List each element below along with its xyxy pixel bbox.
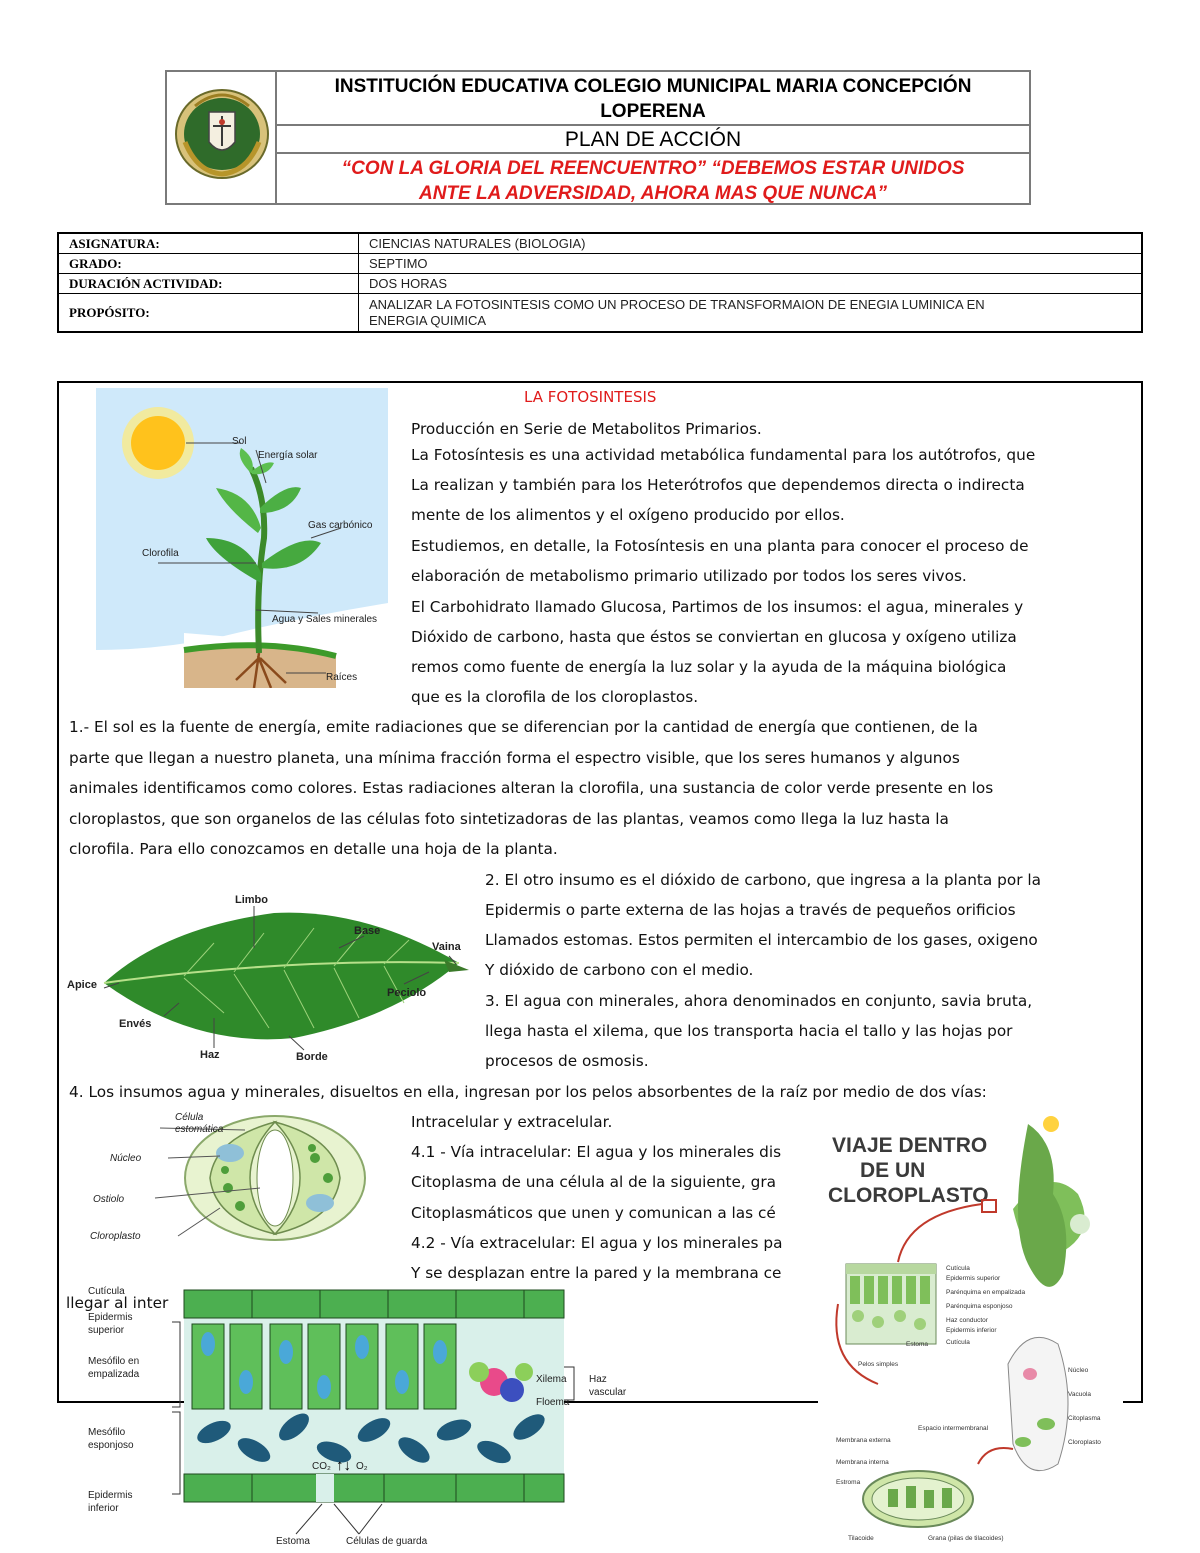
school-logo-cell — [167, 72, 277, 205]
plan-title: PLAN DE ACCIÓN — [277, 126, 1029, 154]
infographic-label-lower-epidermis: Epidermis inferior — [946, 1327, 997, 1334]
section-label-o2: O₂ — [356, 1461, 368, 1472]
section-label-stoma: Estoma — [276, 1536, 310, 1547]
p2-line: llega hasta el xilema, que los transporta hacia el tallo y las hojas por — [485, 1022, 1013, 1040]
infographic-label-upper-epidermis: Epidermis superior — [946, 1275, 1001, 1282]
info-value: SEPTIMO — [369, 255, 428, 271]
plant-label-energy: Energía solar — [258, 450, 318, 461]
section-label-palisade: Mesófilo en — [88, 1356, 140, 1367]
motto-line1: “CON LA GLORIA DEL REENCUENTRO” “DEBEMOS ESTAR UNIDOS — [341, 158, 965, 179]
section-label-xylem: Xilema — [536, 1374, 567, 1385]
infographic-label-thylakoid: Tilacoide — [848, 1535, 874, 1542]
intro-line: remos como fuente de energía la luz solar y la ayuda de la máquina biológica — [411, 658, 1007, 676]
gas-exchange-arrows-icon: ↑↓ — [336, 1457, 351, 1474]
stoma-label-cell1: Célula — [175, 1112, 204, 1123]
intro-line: Producción en Serie de Metabolitos Primarios. — [411, 420, 762, 438]
leaf-label-sheath: Vaina — [432, 941, 461, 953]
infographic-label-inner-membrane: Membrana interna — [836, 1459, 889, 1466]
infographic-label-vacuole: Vacuola — [1068, 1391, 1092, 1398]
stoma-label-cell2: estomática — [175, 1124, 224, 1135]
section-label-palisade2: empalizada — [88, 1369, 140, 1380]
leaf-label-petiole: Peciolo — [387, 987, 427, 999]
p2-line: Epidermis o parte externa de las hojas a través de pequeños orificios — [485, 901, 1016, 919]
stoma-label-nucleus: Núcleo — [110, 1153, 142, 1164]
section-label-phloem: Floema — [536, 1397, 570, 1408]
infographic-label-palisade: Parénquima en empalizada — [946, 1289, 1026, 1296]
p4-cont-line: Citoplasma de una célula al de la siguiente, gra — [411, 1173, 777, 1191]
section-label-cuticle: Cutícula — [88, 1286, 125, 1297]
info-value — [359, 294, 1141, 331]
plant-diagram — [96, 388, 388, 688]
info-row-grade — [59, 254, 1141, 274]
info-table — [57, 232, 1143, 333]
intro-line: elaboración de metabolismo primario utilizado por todos los seres vivos. — [411, 567, 967, 585]
info-key: DURACIÓN ACTIVIDAD: — [59, 274, 359, 293]
p2-line: procesos de osmosis. — [485, 1052, 649, 1070]
info-row-duration — [59, 274, 1141, 294]
p2-line: 3. El agua con minerales, ahora denominados en conjunto, savia bruta, — [485, 992, 1033, 1010]
intro-line: La Fotosíntesis es una actividad metabólica fundamental para los autótrofos, que — [411, 446, 1036, 464]
plant-label-co2: Gas carbónico — [308, 520, 373, 531]
p4-cont-line: Citoplasmáticos que unen y comunican a las cé — [411, 1204, 776, 1222]
intro-line: Dióxido de carbono, hasta que éstos se conviertan en glucosa y oxígeno utiliza — [411, 628, 1017, 646]
info-value: CIENCIAS NATURALES (BIOLOGIA) — [369, 235, 586, 251]
p4-line: 4. Los insumos agua y minerales, disueltos en ella, ingresan por los pelos absorbentes de la raíz por medio de dos vías: — [69, 1083, 987, 1101]
section-label-upper-epidermis: Epidermis — [88, 1312, 133, 1323]
plant-label-chlorophyll: Clorofila — [142, 548, 179, 559]
infographic-label-spongy: Parénquima esponjoso — [946, 1303, 1013, 1310]
info-key: GRADO: — [59, 254, 359, 273]
p4-cont-line: Y se desplazan entre la pared y la membrana ce — [411, 1264, 782, 1282]
p1-line: clorofila. Para ello conozcamos en detalle una hoja de la planta. — [69, 840, 558, 858]
leaf-label-base: Base — [354, 925, 381, 937]
section-title: LA FOTOSINTESIS — [524, 388, 657, 406]
plant-label-sun: Sol — [232, 436, 247, 447]
infographic-label-chloroplast: Cloroplasto — [1068, 1439, 1101, 1446]
document-header — [165, 70, 1031, 205]
mini-logo-icon — [1070, 1214, 1090, 1234]
leaf-label-apex: Apice — [67, 979, 97, 991]
section-label-lower-epidermis: Epidermis — [88, 1490, 133, 1501]
infographic-label-cuticle: Cutícula — [946, 1265, 970, 1272]
section-label-guard-cells: Células de guarda — [346, 1536, 428, 1547]
infographic-label-stoma: Estoma — [906, 1341, 929, 1348]
section-label-lower-epidermis2: inferior — [88, 1503, 119, 1514]
info-value: DOS HORAS — [369, 275, 448, 291]
leaf-label-edge: Borde — [296, 1051, 328, 1063]
section-label-spongy2: esponjoso — [88, 1440, 134, 1451]
infographic-label-outer-membrane: Membrana externa — [836, 1437, 891, 1444]
p2-line: Llamados estomas. Estos permiten el intercambio de los gases, oxigeno — [485, 931, 1038, 949]
infographic-title3: CLOROPLASTO — [828, 1184, 989, 1207]
info-row-purpose — [59, 294, 1141, 331]
p2-line: Y dióxido de carbono con el medio. — [485, 961, 754, 979]
section-label-upper-epidermis2: superior — [88, 1325, 125, 1336]
intro-line: El Carbohidrato llamado Glucosa, Partimos de los insumos: el agua, minerales y — [411, 598, 1024, 616]
info-row-subject — [59, 234, 1141, 254]
leaf-label-upperside: Haz — [200, 1049, 220, 1061]
plant-label-roots: Raíces — [326, 672, 358, 683]
chloroplast-infographic — [818, 1104, 1123, 1553]
info-key: ASIGNATURA: — [59, 234, 359, 253]
p1-line: animales identificamos como colores. Estas radiaciones alteran la clorofila, una sustancia de color verde presente en los — [69, 779, 994, 797]
plant-label-water: Agua y Sales minerales — [272, 614, 378, 625]
infographic-label-cuticle2: Cutícula — [946, 1339, 970, 1346]
infographic-title2: DE UN — [860, 1159, 926, 1182]
intro-line: Estudiemos, en detalle, la Fotosíntesis en una planta para conocer el proceso de — [411, 537, 1029, 555]
stoma-diagram — [80, 1108, 390, 1248]
intro-line: que es la clorofila de los cloroplastos. — [411, 688, 699, 706]
stoma-label-ostiole: Ostiolo — [93, 1194, 125, 1205]
institution-line2: LOPERENA — [600, 101, 706, 122]
infographic-label-stroma: Estroma — [836, 1479, 861, 1486]
leaf-diagram — [64, 888, 474, 1068]
intro-line: mente de los alimentos y el oxígeno producido por ellos. — [411, 506, 845, 524]
leaf-section-diagram — [84, 1282, 644, 1553]
infographic-label-cytoplasm: Citoplasma — [1068, 1415, 1101, 1422]
purpose-line2: ENERGIA QUIMICA — [369, 312, 487, 328]
school-crest-icon — [167, 72, 273, 202]
infographic-label-intermembrane: Espacio intermembranal — [918, 1425, 989, 1432]
info-key: PROPÓSITO: — [59, 294, 359, 331]
institution-name — [277, 72, 1029, 126]
infographic-label-grana: Grana (pilas de tilacoides) — [928, 1535, 1004, 1542]
purpose-line1: ANALIZAR LA FOTOSINTESIS COMO UN PROCESO DE TRANSFORMAION DE ENEGIA LUMINICA EN — [369, 296, 985, 312]
p1-line: cloroplastos, que son organelos de las células foto sintetizadoras de las plantas, veamos como llega la luz hasta la — [69, 810, 949, 828]
section-label-spongy: Mesófilo — [88, 1427, 126, 1438]
p1-line: 1.- El sol es la fuente de energía, emite radiaciones que se diferencian por la cantidad de energía que contienen, de la — [69, 718, 978, 736]
infographic-label-hairs: Pelos simples — [858, 1361, 899, 1368]
motto — [277, 154, 1029, 205]
p4-cont-line: 4.1 - Vía intracelular: El agua y los minerales dis — [411, 1143, 782, 1161]
stoma-label-chloroplast: Cloroplasto — [90, 1231, 141, 1242]
p1-line: parte que llegan a nuestro planeta, una mínima fracción forma el espectro visible, que los seres humanos y algunos — [69, 749, 960, 767]
leaf-label-blade: Limbo — [235, 894, 268, 906]
section-label-bundle2: vascular — [589, 1387, 627, 1398]
intro-line: La realizan y también para los Heterótrofos que dependemos directa o indirecta — [411, 476, 1025, 494]
motto-line2: ANTE LA ADVERSIDAD, AHORA MAS QUE NUNCA” — [419, 183, 887, 204]
institution-line1: INSTITUCIÓN EDUCATIVA COLEGIO MUNICIPAL MARIA CONCEPCIÓN — [334, 76, 972, 97]
infographic-title1: VIAJE DENTRO — [832, 1134, 988, 1157]
p4-cont-line: Intracelular y extracelular. — [411, 1113, 613, 1131]
sun-icon — [131, 416, 185, 470]
infographic-label-nucleus: Núcleo — [1068, 1367, 1089, 1374]
tail-line: llegar al inter — [66, 1294, 169, 1312]
infographic-label-bundle: Haz conductor — [946, 1317, 988, 1324]
section-label-co2: CO₂ — [312, 1461, 331, 1472]
p4-cont-line: 4.2 - Vía extracelular: El agua y los minerales pa — [411, 1234, 783, 1252]
section-label-bundle: Haz — [589, 1374, 607, 1385]
leaf-label-underside: Envés — [119, 1018, 152, 1030]
p2-line: 2. El otro insumo es el dióxido de carbono, que ingresa a la planta por la — [485, 871, 1041, 889]
